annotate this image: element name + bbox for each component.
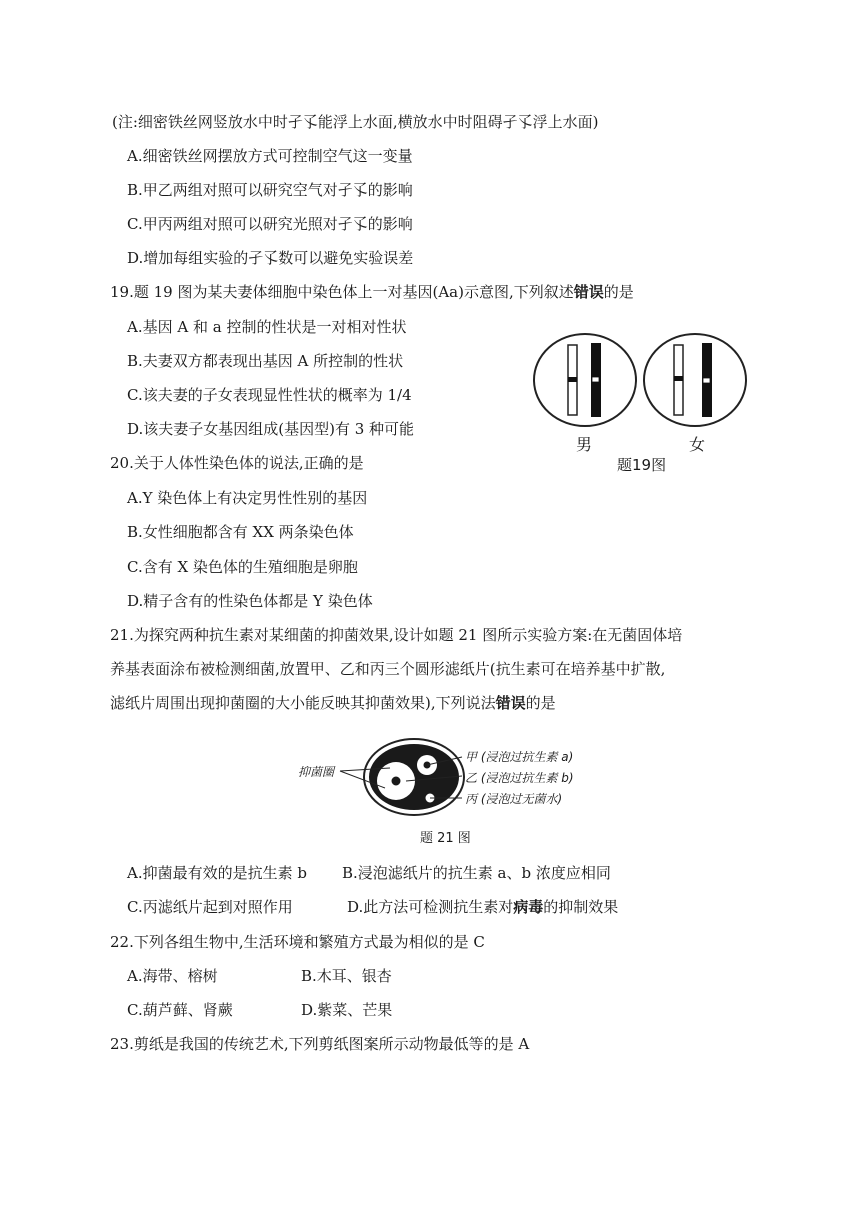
figure-21-caption: 题 21 图 bbox=[420, 831, 471, 846]
q19-option-c: C.该夫妻的子女表现显性性状的概率为 1/4 bbox=[127, 386, 412, 404]
male-gene-band-white bbox=[568, 377, 577, 382]
q21-option-d bbox=[347, 897, 618, 917]
paper-yi-label: 乙 (浸泡过抗生素 b) bbox=[465, 771, 574, 785]
q19-stem-text: 19.题 19 图为某夫妻体细胞中染色体上一对基因(Aa)示意图,下列叙述 bbox=[110, 283, 574, 301]
q20-option-a: A.Y 染色体上有决定男性性别的基因 bbox=[127, 489, 368, 507]
male-gene-band-black bbox=[592, 377, 599, 382]
q20-option-b: B.女性细胞都含有 XX 两条染色体 bbox=[127, 523, 354, 541]
leader-jia bbox=[427, 757, 462, 765]
male-label: 男 bbox=[576, 435, 593, 454]
q18-option-d: D.增加每组实验的孑孓数可以避免实验误差 bbox=[127, 249, 414, 267]
female-cell bbox=[644, 334, 746, 426]
female-gene-band-black bbox=[703, 378, 710, 383]
q21-option-c: C.丙滤纸片起到对照作用 bbox=[127, 898, 293, 916]
male-cell bbox=[534, 334, 636, 426]
q22-option-d: D.紫菜、芒果 bbox=[301, 1001, 393, 1019]
q23-stem: 23.剪纸是我国的传统艺术,下列剪纸图案所示动物最低等的是 A bbox=[110, 1035, 530, 1053]
q20-option-d: D.精子含有的性染色体都是 Y 染色体 bbox=[127, 592, 373, 610]
q20-option-c: C.含有 X 染色体的生殖细胞是卵胞 bbox=[127, 558, 358, 576]
inhibition-zone-label: 抑菌圈 bbox=[298, 765, 335, 779]
q21-option-b: B.浸泡滤纸片的抗生素 a、b 浓度应相同 bbox=[342, 864, 611, 882]
q21-option-a: A.抑菌最有效的是抗生素 b bbox=[127, 864, 307, 882]
q21-option-d-text: D.此方法可检测抗生素对 bbox=[347, 898, 514, 916]
q21-option-d-tail: 的抑制效果 bbox=[543, 898, 619, 916]
leader-zone-b bbox=[340, 771, 385, 788]
q21-option-d-emphasis: 病毒 bbox=[513, 898, 544, 916]
q21-stem-line-3 bbox=[110, 693, 556, 713]
leader-yi bbox=[406, 776, 462, 781]
q18-option-c: C.甲丙两组对照可以研究光照对孑孓的影响 bbox=[127, 215, 413, 233]
q22-option-c: C.葫芦藓、肾蕨 bbox=[127, 1001, 233, 1019]
paper-bing-label: 丙 (浸泡过无菌水) bbox=[465, 792, 563, 806]
experiment-note: (注:细密铁丝网竖放水中时孑孓能浮上水面,横放水中时阻碍孑孓浮上水面) bbox=[112, 113, 599, 131]
q19-stem bbox=[110, 282, 634, 302]
q21-stem-text: 滤纸片周围出现抑菌圈的大小能反映其抑菌效果),下列说法 bbox=[110, 694, 496, 712]
q21-stem-line-1: 21.为探究两种抗生素对某细菌的抑菌效果,设计如题 21 图所示实验方案:在无菌固体培 bbox=[110, 626, 683, 644]
q19-option-d: D.该夫妻子女基因组成(基因型)有 3 种可能 bbox=[127, 420, 415, 438]
figure-19-caption: 题19图 bbox=[617, 456, 667, 474]
q18-option-a: A.细密铁丝网摆放方式可控制空气这一变量 bbox=[127, 147, 413, 165]
q18-option-b: B.甲乙两组对照可以研究空气对孑孓的影响 bbox=[127, 181, 413, 199]
paper-jia-label: 甲 (浸泡过抗生素 a) bbox=[465, 750, 574, 764]
leader-zone-a bbox=[340, 768, 390, 771]
q22-stem: 22.下列各组生物中,生活环境和繁殖方式最为相似的是 C bbox=[110, 933, 485, 951]
q21-stem-emphasis: 错误 bbox=[495, 694, 526, 712]
q19-option-b: B.夫妻双方都表现出基因 A 所控制的性状 bbox=[127, 352, 404, 370]
q19-stem-tail: 的是 bbox=[603, 283, 634, 301]
female-gene-band-white bbox=[674, 376, 683, 381]
q21-stem-line-2: 养基表面涂布被检测细菌,放置甲、乙和丙三个圆形滤纸片(抗生素可在培养基中扩散, bbox=[110, 660, 666, 678]
q22-option-a: A.海带、榕树 bbox=[127, 967, 218, 985]
q21-stem-tail: 的是 bbox=[525, 694, 556, 712]
q22-option-b: B.木耳、银杏 bbox=[301, 967, 392, 985]
figure-19-chromosomes bbox=[530, 330, 760, 430]
q19-option-a: A.基因 A 和 a 控制的性状是一对相对性状 bbox=[127, 318, 407, 336]
q20-stem: 20.关于人体性染色体的说法,正确的是 bbox=[110, 454, 364, 472]
q19-stem-emphasis: 错误 bbox=[573, 283, 604, 301]
female-label: 女 bbox=[689, 435, 706, 454]
figure-21-leader-lines bbox=[290, 740, 490, 820]
